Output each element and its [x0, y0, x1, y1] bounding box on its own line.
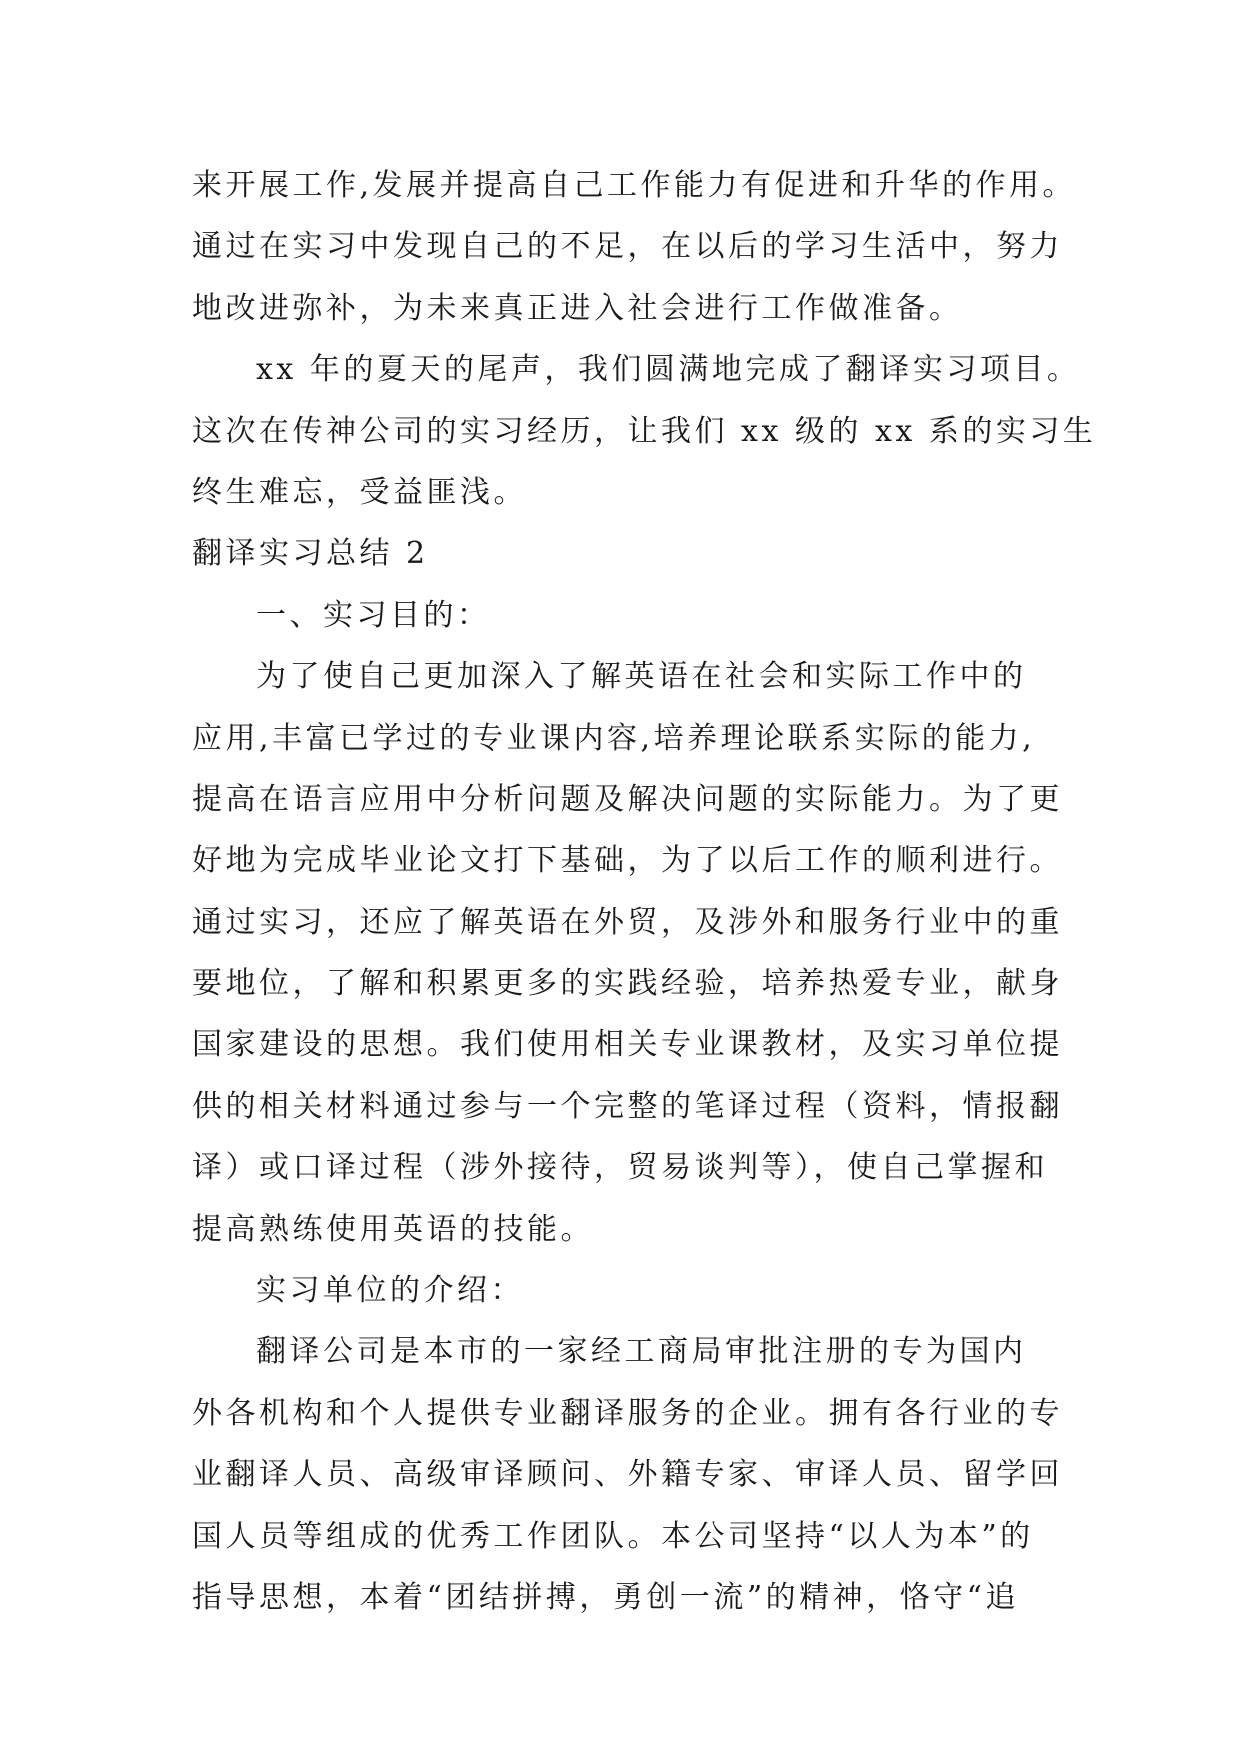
text-line: 这次在传神公司的实习经历，让我们 xx 级的 xx 系的实习生: [192, 413, 1097, 449]
text-line: 提高在语言应用中分析问题及解决问题的实际能力。为了更: [192, 781, 1063, 817]
text-line: 为了使自己更加深入了解英语在社会和实际工作中的: [256, 659, 1027, 695]
text-line: 地改进弥补，为未来真正进入社会进行工作做准备。: [192, 290, 963, 326]
text-line: 通过在实习中发现自己的不足，在以后的学习生活中，努力: [192, 229, 1063, 265]
text-line: 要地位，了解和积累更多的实践经验，培养热爱专业，献身: [192, 966, 1063, 1002]
text-line: 终生难忘，受益匪浅。: [192, 474, 527, 510]
text-line: 指导思想，本着“团结拼搏，勇创一流”的精神，恪守“追: [192, 1579, 1020, 1615]
text-line: 实习单位的介绍：: [256, 1273, 524, 1309]
text-line: 通过实习，还应了解英语在外贸，及涉外和服务行业中的重: [192, 904, 1063, 940]
text-line: 来开展工作,发展并提高自己工作能力有促进和升华的作用。: [192, 168, 1077, 203]
text-line: 国人员等组成的优秀工作团队。本公司坚持“以人为本”的: [192, 1518, 1034, 1554]
text-line: 提高熟练使用英语的技能。: [192, 1211, 594, 1247]
text-line: 翻译公司是本市的一家经工商局审批注册的专为国内: [256, 1334, 1027, 1370]
text-line: 一、实习目的：: [256, 597, 491, 633]
text-line: 供的相关材料通过参与一个完整的笔译过程（资料，情报翻: [192, 1088, 1063, 1124]
text-line: 好地为完成毕业论文打下基础，为了以后工作的顺利进行。: [192, 843, 1063, 879]
text-line: 外各机构和个人提供专业翻译服务的企业。拥有各行业的专: [192, 1395, 1063, 1431]
text-line: 译）或口译过程（涉外接待，贸易谈判等），使自己掌握和: [192, 1150, 1048, 1186]
text-line: 应用,丰富已学过的专业课内容,培养理论联系实际的能力,: [192, 720, 1036, 756]
text-line: xx 年的夏天的尾声，我们圆满地完成了翻译实习项目。: [256, 352, 1081, 388]
text-line: 业翻译人员、高级审译顾问、外籍专家、审译人员、留学回: [192, 1457, 1063, 1493]
text-line: 翻译实习总结 2: [192, 536, 429, 572]
text-line: 国家建设的思想。我们使用相关专业课教材，及实习单位提: [192, 1027, 1063, 1063]
document-body: [192, 155, 1112, 1628]
